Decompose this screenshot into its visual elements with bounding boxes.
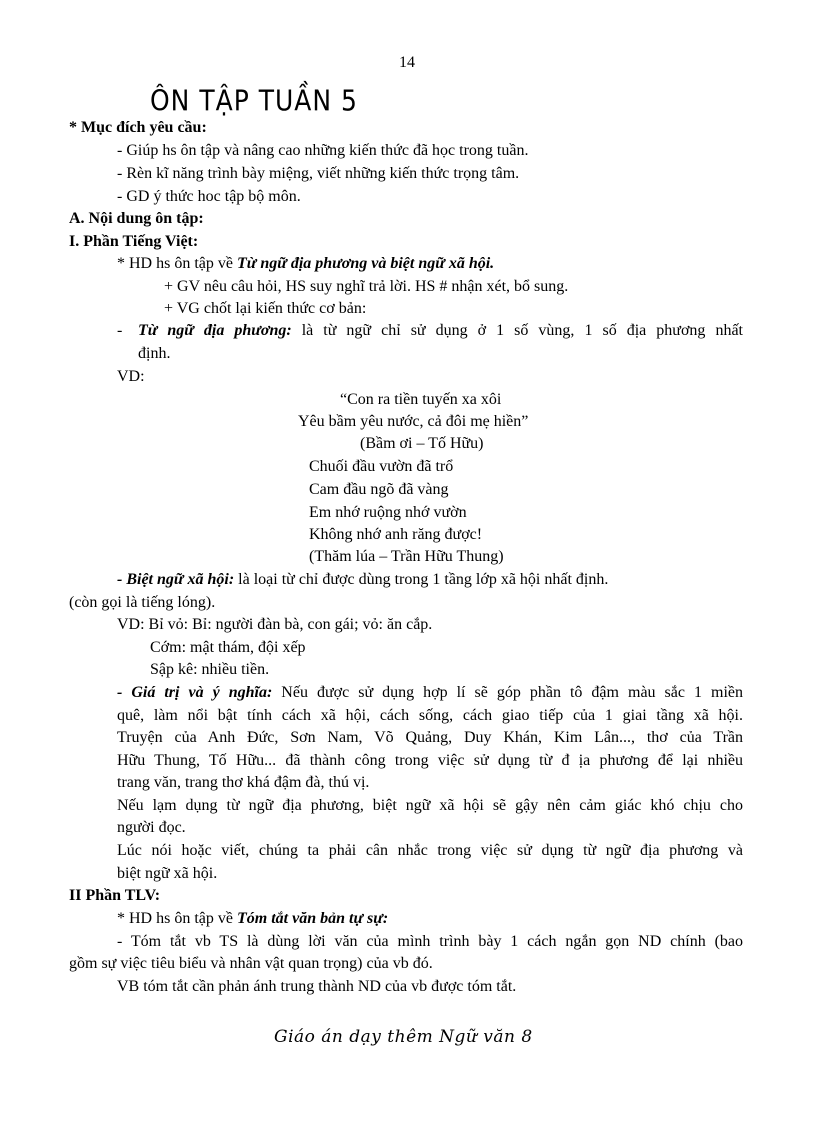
value-line: Truyện của Anh Đức, Sơn Nam, Võ Quảng, Duy Khán, Kim Lân..., thơ của Trần xyxy=(117,729,743,746)
guide-topic: Từ ngữ địa phương và biệt ngữ xã hội. xyxy=(236,255,495,272)
misuse-line: Nếu lạm dụng từ ngữ địa phương, biệt ngữ xã hội sẽ gậy nên cảm giác khó chịu cho xyxy=(117,797,743,814)
page-footer: Giáo án dạy thêm Ngữ văn 8 xyxy=(274,1027,533,1047)
page-number: 14 xyxy=(399,54,415,71)
value-text: Nếu được sử dụng hợp lí sẽ góp phần tô đậm màu sắc 1 miền xyxy=(281,684,744,701)
objective-item: - Rèn kĩ năng trình bày miệng, viết những kiến thức trọng tâm. xyxy=(117,165,520,182)
page-title: ÔN TẬP TUẦN 5 xyxy=(150,84,358,118)
jargon-def-text: là loại từ chỉ được dùng trong 1 tầng lớp xã hội nhất định. xyxy=(238,571,609,588)
poem-citation: (Bầm ơi – Tố Hữu) xyxy=(360,435,484,452)
dialect-def-text: là từ ngữ chỉ sử dụng ở 1 số vùng, 1 số địa phương nhất xyxy=(301,322,744,339)
guide-prefix: * HD hs ôn tập về xyxy=(117,910,237,927)
part-1-heading: I. Phần Tiếng Việt: xyxy=(69,233,199,250)
vd-label: VD: xyxy=(117,368,145,385)
value-paragraph-first xyxy=(117,682,743,704)
summary-line: VB tóm tắt cần phản ánh trung thành ND của vb được tóm tắt. xyxy=(117,978,517,995)
part-2-heading: II Phần TLV: xyxy=(69,887,161,904)
value-line: quê, làm nổi bật tính cách xã hội, cách sống, cách giao tiếp của 1 giai tầng xã hội. xyxy=(117,707,743,724)
value-term: - Giá trị và ý nghĩa: xyxy=(117,684,273,701)
poem-line: Em nhớ ruộng nhớ vườn xyxy=(309,504,467,521)
gv-line: + GV nêu câu hỏi, HS suy nghĩ trả lời. HS # nhận xét, bổ sung. xyxy=(164,278,569,295)
jargon-example: VD: Bỉ vỏ: Bỉ: người đàn bà, con gái; vỏ: ăn cắp. xyxy=(117,616,433,633)
jargon-note: (còn gọi là tiếng lóng). xyxy=(69,594,216,611)
part-2-guide xyxy=(117,908,388,930)
jargon-example: Sập kê: nhiều tiền. xyxy=(150,661,270,678)
summary-line: gồm sự việc tiêu biểu và nhân vật quan trọng) của vb đó. xyxy=(69,955,433,972)
objectives-heading: * Mục đích yêu cầu: xyxy=(69,119,207,136)
objective-item: - Giúp hs ôn tập và nâng cao những kiến thức đã học trong tuần. xyxy=(117,142,529,159)
value-line: Hữu Thung, Tố Hữu... đã thành công trong việc sử dụng từ đ ịa phương để lại nhiều xyxy=(117,752,743,769)
summary-line: - Tóm tắt vb TS là dùng lời văn của mình trình bày 1 cách ngắn gọn ND chính (bao xyxy=(117,933,743,950)
guide-topic: Tóm tắt văn bản tự sự: xyxy=(236,910,389,927)
dialect-definition xyxy=(138,320,743,342)
misuse-line: người đọc. xyxy=(117,819,186,836)
poem-line: “Con ra tiền tuyến xa xôi xyxy=(340,391,502,408)
dialect-dash: - xyxy=(117,322,123,339)
poem-citation: (Thăm lúa – Trần Hữu Thung) xyxy=(309,548,504,565)
guide-prefix: * HD hs ôn tập về xyxy=(117,255,237,272)
part-1-guide xyxy=(117,253,494,275)
poem-line: Không nhớ anh răng được! xyxy=(309,526,483,543)
section-a-heading: A. Nội dung ôn tập: xyxy=(69,210,204,227)
jargon-term: - Biệt ngữ xã hội: xyxy=(117,571,235,588)
dialect-definition-cont: định. xyxy=(138,345,171,362)
objective-item: - GD ý thức hoc tập bộ môn. xyxy=(117,188,301,205)
jargon-definition xyxy=(117,569,608,591)
poem-line: Cam đầu ngõ đã vàng xyxy=(309,481,449,498)
vg-line: + VG chốt lại kiến thức cơ bản: xyxy=(164,300,367,317)
dialect-term: Từ ngữ địa phương: xyxy=(138,322,292,339)
value-line: trang văn, trang thơ khá đậm đà, thú vị. xyxy=(117,774,370,791)
poem-line: Chuối đầu vườn đã trổ xyxy=(309,458,454,475)
consider-line: biệt ngữ xã hội. xyxy=(117,865,218,882)
consider-line: Lúc nói hoặc viết, chúng ta phải cân nhắc trong việc sử dụng từ ngữ địa phương và xyxy=(117,842,743,859)
poem-line: Yêu bầm yêu nước, cả đôi mẹ hiền” xyxy=(298,413,529,430)
jargon-example: Cớm: mật thám, đội xếp xyxy=(150,639,306,656)
